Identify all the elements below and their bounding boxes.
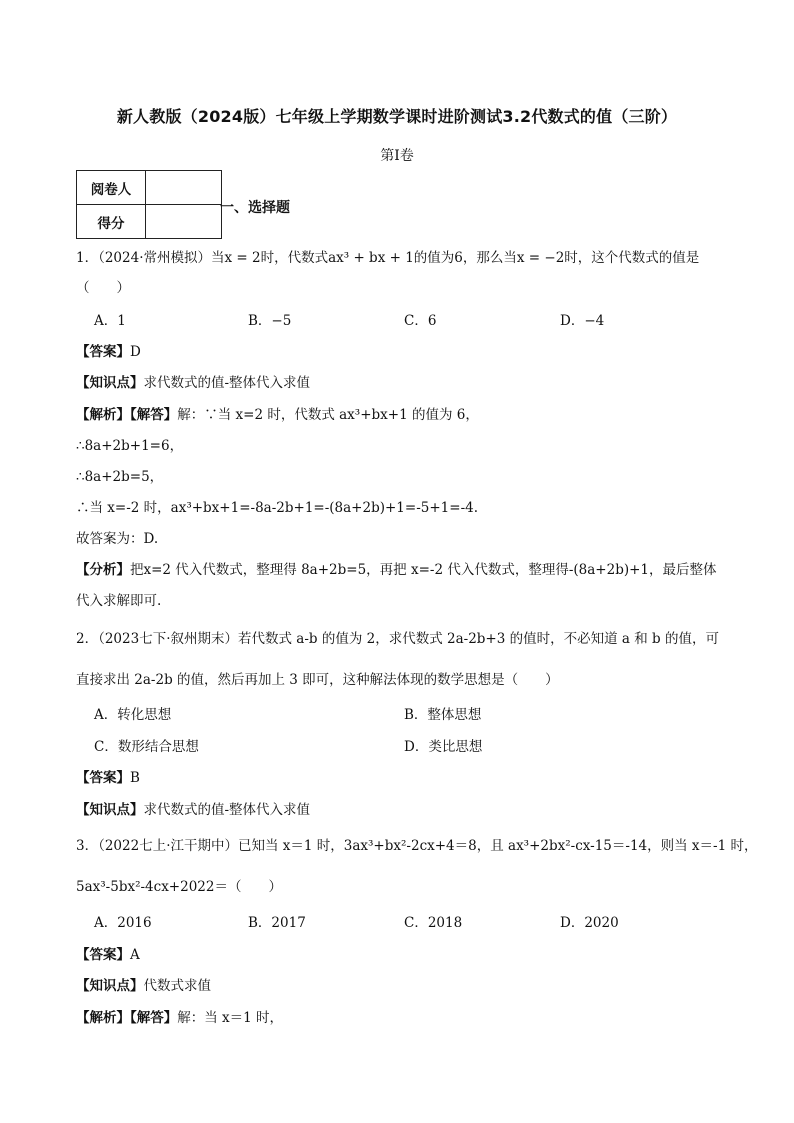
answer-label: 【答案】 bbox=[76, 947, 130, 963]
q1-stem-line1: 1．（2024·常州模拟）当x = 2时，代数式ax³ + bx + 1的值为6，那么当x = −2时，这个代数式的值是 bbox=[76, 250, 700, 266]
q1-fenxi-row bbox=[76, 561, 717, 579]
q3-analysis-row bbox=[76, 1009, 283, 1027]
q3-answer-row bbox=[76, 946, 140, 964]
q2-option-a: A．转化思想 bbox=[94, 707, 172, 723]
q1-answer: D bbox=[130, 344, 141, 360]
q1-option-b: B．−5 bbox=[248, 313, 292, 329]
q2-option-d: D．类比思想 bbox=[404, 739, 483, 755]
q3-option-c: C．2018 bbox=[404, 915, 463, 931]
analysis-label: 【解析】【解答】 bbox=[76, 1010, 178, 1026]
section-heading: 一、选择题 bbox=[220, 200, 290, 216]
volume-label: 第I卷 bbox=[380, 148, 414, 164]
q1-knowledge: 求代数式的值-整体代入求值 bbox=[143, 375, 311, 391]
q1-option-d: D．−4 bbox=[560, 313, 605, 329]
q3-answer: A bbox=[130, 947, 140, 963]
q3-option-a: A．2016 bbox=[94, 915, 152, 931]
document-title: 新人教版（2024版）七年级上学期数学课时进阶测试3.2代数式的值（三阶） bbox=[116, 107, 678, 126]
analysis-label: 【解析】【解答】 bbox=[76, 407, 178, 423]
knowledge-label: 【知识点】 bbox=[76, 802, 144, 818]
answer-label: 【答案】 bbox=[76, 344, 130, 360]
q3-stem-line1: 3．（2022七上·江干期中）已知当 x＝1 时，3ax³+bx²-2cx+4＝8，且 ax³+2bx²-cx-15＝-14，则当 x＝-1 时， bbox=[76, 838, 758, 854]
q3-analysis-1: 解：当 x＝1 时， bbox=[177, 1010, 284, 1026]
q2-option-c: C．数形结合思想 bbox=[94, 739, 199, 755]
q1-fenxi-2: 代入求解即可. bbox=[76, 593, 162, 609]
q1-analysis-4: ∴当 x=-2 时，ax³+bx+1=-8a-2b+1=-(8a+2b)+1=-5+1=-4. bbox=[76, 500, 479, 516]
q1-analysis-2: ∴8a+2b+1=6， bbox=[76, 438, 184, 454]
q3-option-b: B．2017 bbox=[248, 915, 306, 931]
q3-stem-line2: 5ax³-5bx²-4cx+2022＝（ ） bbox=[76, 879, 282, 895]
q1-knowledge-row bbox=[76, 374, 310, 392]
knowledge-label: 【知识点】 bbox=[76, 375, 144, 391]
score-cell bbox=[146, 205, 222, 239]
fenxi-label: 【分析】 bbox=[76, 562, 130, 578]
answer-label: 【答案】 bbox=[76, 770, 130, 786]
q2-option-b: B．整体思想 bbox=[404, 707, 482, 723]
q2-knowledge-row bbox=[76, 801, 310, 819]
q1-stem-line2: （ ） bbox=[76, 280, 130, 296]
q1-option-a: A．1 bbox=[94, 313, 126, 329]
q3-option-d: D．2020 bbox=[560, 915, 619, 931]
q1-analysis-5: 故答案为：D. bbox=[76, 531, 159, 547]
q2-stem-line1: 2．（2023七下·叙州期末）若代数式 a-b 的值为 2，求代数式 2a-2b+3 的值时，不必知道 a 和 b 的值，可 bbox=[76, 631, 719, 647]
q1-answer-row bbox=[76, 343, 141, 361]
reviewer-label: 阅卷人 bbox=[77, 171, 146, 205]
q2-stem-line2: 直接求出 2a-2b 的值，然后再加上 3 即可，这种解法体现的数学思想是（ ） bbox=[76, 672, 559, 688]
q1-analysis-3: ∴8a+2b=5， bbox=[76, 469, 164, 485]
knowledge-label: 【知识点】 bbox=[76, 978, 144, 994]
score-label: 得分 bbox=[77, 205, 146, 239]
q2-answer-row bbox=[76, 769, 140, 787]
q1-analysis-row bbox=[76, 406, 479, 424]
q2-answer: B bbox=[130, 770, 140, 786]
q3-knowledge-row bbox=[76, 977, 211, 995]
score-table bbox=[76, 170, 222, 239]
q1-fenxi-1: 把x=2 代入代数式，整理得 8a+2b=5，再把 x=-2 代入代数式，整理得-(8a+2b)+1，最后整体 bbox=[130, 562, 717, 578]
q3-knowledge: 代数式求值 bbox=[143, 978, 211, 994]
q2-knowledge: 求代数式的值-整体代入求值 bbox=[143, 802, 311, 818]
q1-analysis-1: 解：∵当 x=2 时，代数式 ax³+bx+1 的值为 6， bbox=[177, 407, 479, 423]
reviewer-cell bbox=[146, 171, 222, 205]
q1-option-c: C．6 bbox=[404, 313, 437, 329]
